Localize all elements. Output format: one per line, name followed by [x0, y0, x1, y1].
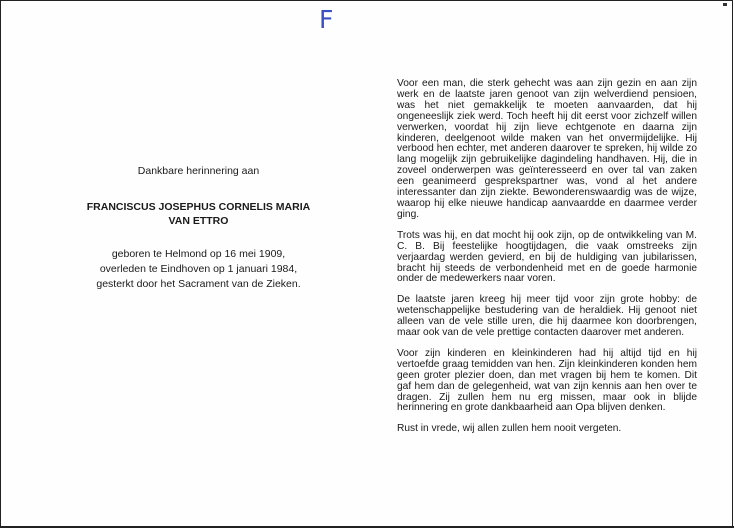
paragraph-1: Voor een man, die sterk gehecht was aan zijn gezin en aan zijn werk en de laatste jaren genoot van zijn welverdiend pensioen, was het niet gemakkelijk te moeten aanvaarden, dat hij ongeneeslijk ziek werd. Toch heeft hij dit eerst voor zichzelf willen verwerken, voordat hij zijn lieve echtgenote en daarna zijn kinderen, deelgenoot wilde maken van het onvermijdelijke. Hij verbood hen echter, met anderen daarover te spreken, hij wilde zo lang mogelijk zijn gebruikelijke dagindeling handhaven. Hij, die in zoveel onderwerpen was geïnteresseerd en over tal van zaken een geanimeerd gesprekspartner was, vond al het andere interessanter dan zijn ziekte. Bewonderenswaardig was de wijze, waarop hij elke nieuwe handicap aanvaardde en daarmee verder ging.	[397, 78, 697, 220]
name-line-1: FRANCISCUS JOSEPHUS CORNELIS MARIA	[86, 201, 311, 213]
handwritten-letter-mark: F	[319, 5, 334, 34]
dedication-line: Dankbare herinnering aan	[137, 165, 260, 177]
birth-line: geboren te Helmond op 16 mei 1909,	[111, 248, 286, 260]
name-line-2: VAN ETTRO	[168, 215, 229, 227]
paragraph-4: Voor zijn kinderen en kleinkinderen had hij altijd tijd en hij vertoefde graag temidden van hen. Zijn kleinkinderen konden hem geen groter plezier doen, dan met vragen bij hem te komen. Dit gaf hem dan de gelegenheid, wat van zijn kennis aan hen over te dragen. Zij zullen hem nu erg missen, maar ook in blijde herinnering en grote dankbaarheid aan Opa blijven denken.	[397, 347, 697, 414]
memorial-text	[397, 79, 697, 445]
paragraph-2: Trots was hij, en dat mocht hij ook zijn, op de ontwikkeling van M. C. B. Bij feestelijke hoogtijdagen, die vaak omstreeks zijn verjaardag werden gevierd, en bij de huldiging van jubilarissen, bracht hij steeds de verbondenheid met en de goede harmonie onder de medewerkers naar voren.	[397, 229, 697, 285]
deceased-name	[31, 200, 366, 228]
death-line: overleden te Eindhoven op 1 januari 1984,	[99, 263, 298, 275]
paragraph-3: De laatste jaren kreeg hij meer tijd voor zijn grote hobby: de wetenschappelijke bestudering van de heraldiek. Hij genoot niet alleen van de vele stille uren, die hij daarmee kon doorbrengen, maar ook van de vele prettige contacten daarover met anderen.	[397, 294, 697, 339]
bottom-border	[1, 526, 734, 528]
corner-mark	[723, 3, 727, 6]
sacrament-line: gesterkt door het Sacrament van de Zieken.	[96, 278, 301, 290]
paragraph-5: Rust in vrede, wij allen zullen hem nooit vergeten.	[397, 423, 622, 435]
life-dates	[31, 247, 366, 292]
